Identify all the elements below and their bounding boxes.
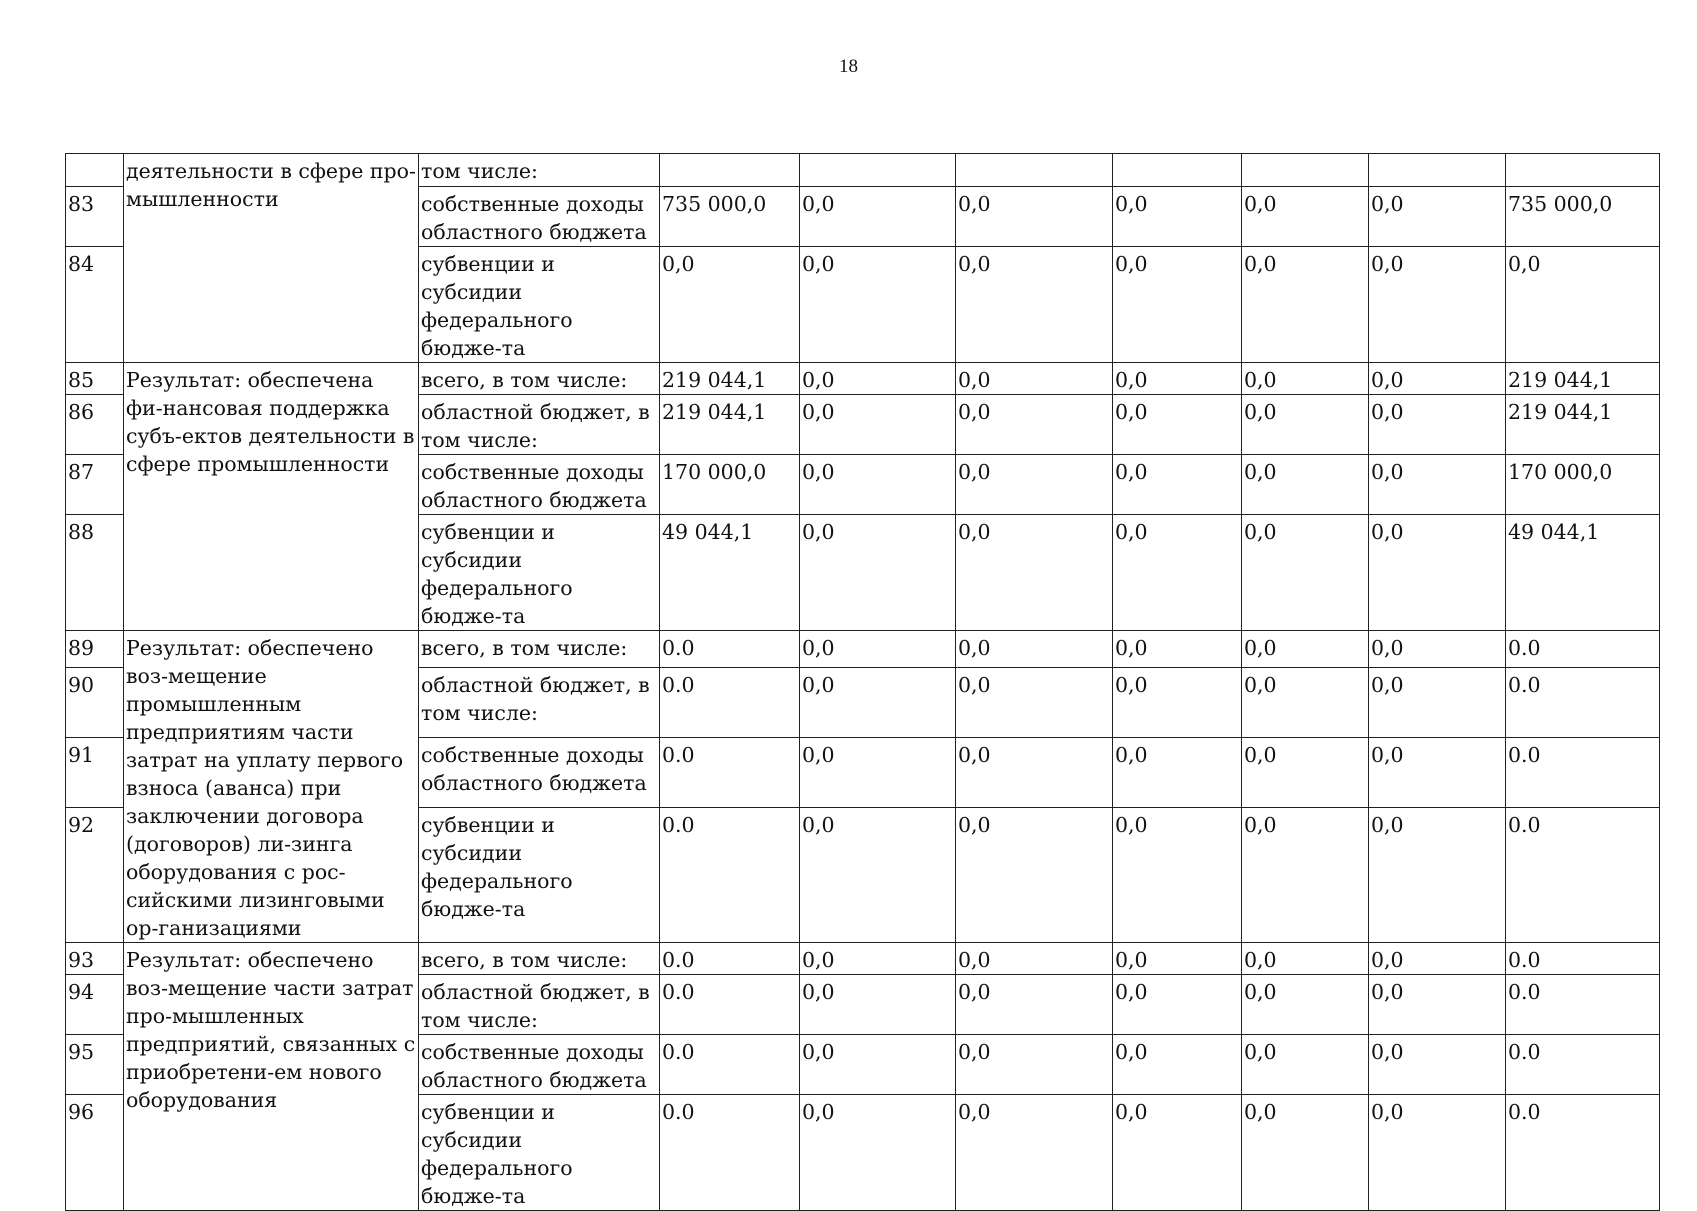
amount-cell: 0,0 [956,943,1113,975]
amount-cell: 0,0 [956,187,1113,247]
amount-cell: 0,0 [956,363,1113,395]
amount-cell: 0,0 [1369,668,1506,738]
amount-cell: 219 044,1 [660,363,800,395]
amount-cell: 0,0 [1113,943,1242,975]
amount-cell: 0,0 [1242,975,1369,1035]
amount-cell: 0.0 [1506,975,1660,1035]
amount-cell: 0,0 [1242,738,1369,808]
result-description: Результат: обеспечена фи-нансовая поддержка субъ-ектов деятельности в сфере промышленности [124,363,419,631]
amount-cell: 0.0 [1506,631,1660,668]
amount-cell: 0,0 [800,395,956,455]
amount-cell: 170 000,0 [1506,455,1660,515]
funding-source: субвенции и субсидии федерального бюдже-та [419,247,660,363]
row-number: 94 [66,975,124,1035]
amount-cell: 0,0 [956,247,1113,363]
amount-cell: 0.0 [660,738,800,808]
amount-cell: 0,0 [1242,515,1369,631]
amount-cell: 0,0 [956,515,1113,631]
funding-source: собственные доходы областного бюджета [419,738,660,808]
amount-cell: 0,0 [1113,668,1242,738]
amount-cell: 0,0 [800,247,956,363]
amount-cell: 0,0 [1113,1095,1242,1211]
amount-cell: 0,0 [1242,1095,1369,1211]
amount-cell: 0,0 [1242,668,1369,738]
amount-cell: 0,0 [1113,247,1242,363]
amount-cell: 0.0 [660,668,800,738]
funding-source: субвенции и субсидии федерального бюдже-та [419,1095,660,1211]
row-number: 88 [66,515,124,631]
amount-cell: 0,0 [1369,455,1506,515]
amount-cell: 0,0 [1369,807,1506,942]
amount-cell: 0,0 [956,455,1113,515]
row-number: 95 [66,1035,124,1095]
amount-cell: 0,0 [1242,631,1369,668]
row-number: 86 [66,395,124,455]
amount-cell: 0,0 [800,515,956,631]
amount-cell [956,154,1113,187]
amount-cell: 0,0 [1242,1035,1369,1095]
amount-cell: 735 000,0 [1506,187,1660,247]
row-number: 89 [66,631,124,668]
funding-source: областной бюджет, в том числе: [419,395,660,455]
funding-source: собственные доходы областного бюджета [419,187,660,247]
page-number: 18 [839,56,858,77]
amount-cell: 0,0 [800,363,956,395]
amount-cell: 0.0 [660,975,800,1035]
amount-cell: 0,0 [1113,455,1242,515]
table-row [66,943,1660,975]
amount-cell: 0,0 [800,738,956,808]
row-number: 83 [66,187,124,247]
amount-cell: 0,0 [1113,807,1242,942]
amount-cell: 0,0 [1242,247,1369,363]
amount-cell: 0,0 [956,668,1113,738]
amount-cell: 0,0 [956,631,1113,668]
amount-cell: 0,0 [1369,1035,1506,1095]
amount-cell: 0,0 [1242,363,1369,395]
amount-cell: 49 044,1 [1506,515,1660,631]
amount-cell: 0,0 [956,975,1113,1035]
amount-cell: 0.0 [660,631,800,668]
amount-cell: 0,0 [1113,395,1242,455]
row-number: 91 [66,738,124,808]
row-number [66,154,124,187]
funding-source: субвенции и субсидии федерального бюдже-та [419,515,660,631]
row-number: 96 [66,1095,124,1211]
amount-cell: 0,0 [1113,1035,1242,1095]
amount-cell: 219 044,1 [1506,363,1660,395]
amount-cell: 0,0 [1369,1095,1506,1211]
funding-source: всего, в том числе: [419,363,660,395]
amount-cell [1369,154,1506,187]
amount-cell: 219 044,1 [660,395,800,455]
amount-cell: 0,0 [956,1095,1113,1211]
funding-source: всего, в том числе: [419,943,660,975]
row-number: 84 [66,247,124,363]
amount-cell: 0,0 [1369,943,1506,975]
funding-source: областной бюджет, в том числе: [419,668,660,738]
amount-cell: 0,0 [1369,363,1506,395]
amount-cell: 0.0 [1506,1095,1660,1211]
amount-cell: 0,0 [800,455,956,515]
amount-cell: 0,0 [800,807,956,942]
amount-cell [800,154,956,187]
table-row [66,154,1660,187]
amount-cell: 49 044,1 [660,515,800,631]
amount-cell: 0.0 [660,943,800,975]
amount-cell: 0.0 [1506,943,1660,975]
amount-cell: 0.0 [660,1035,800,1095]
amount-cell: 0,0 [1369,247,1506,363]
amount-cell: 219 044,1 [1506,395,1660,455]
amount-cell: 0,0 [800,668,956,738]
table-row [66,631,1660,668]
amount-cell: 0,0 [956,807,1113,942]
amount-cell: 0,0 [1369,738,1506,808]
funding-source: собственные доходы областного бюджета [419,455,660,515]
amount-cell: 0,0 [1113,515,1242,631]
amount-cell: 0,0 [1113,631,1242,668]
result-description: Результат: обеспечено воз-мещение части затрат про-мышленных предприятий, связанных с приобретени-ем нового оборудования [124,943,419,1211]
amount-cell: 0,0 [800,943,956,975]
amount-cell [1506,154,1660,187]
amount-cell: 0,0 [1113,738,1242,808]
amount-cell: 0,0 [1242,455,1369,515]
amount-cell: 0,0 [800,187,956,247]
amount-cell: 0.0 [1506,738,1660,808]
funding-source: областной бюджет, в том числе: [419,975,660,1035]
amount-cell [1113,154,1242,187]
amount-cell: 0,0 [956,395,1113,455]
row-number: 92 [66,807,124,942]
amount-cell: 0,0 [1506,247,1660,363]
amount-cell: 0,0 [1369,515,1506,631]
funding-source: том числе: [419,154,660,187]
amount-cell: 0,0 [1113,363,1242,395]
amount-cell: 0.0 [1506,668,1660,738]
amount-cell: 0.0 [660,807,800,942]
funding-source: всего, в том числе: [419,631,660,668]
row-number: 90 [66,668,124,738]
amount-cell: 170 000,0 [660,455,800,515]
amount-cell: 0,0 [1369,631,1506,668]
amount-cell: 0,0 [1369,187,1506,247]
amount-cell: 0,0 [800,975,956,1035]
amount-cell: 0,0 [956,738,1113,808]
amount-cell [1242,154,1369,187]
amount-cell: 0.0 [1506,807,1660,942]
amount-cell: 735 000,0 [660,187,800,247]
amount-cell: 0.0 [660,1095,800,1211]
amount-cell: 0,0 [800,1035,956,1095]
row-number: 93 [66,943,124,975]
amount-cell: 0,0 [1113,975,1242,1035]
row-number: 87 [66,455,124,515]
row-number: 85 [66,363,124,395]
amount-cell: 0,0 [1369,975,1506,1035]
amount-cell: 0,0 [956,1035,1113,1095]
funding-source: собственные доходы областного бюджета [419,1035,660,1095]
budget-table [65,153,1660,1211]
result-description: Результат: обеспечено воз-мещение промышленным предприятиям части затрат на уплату первого взноса (аванса) при заключении договора (договоров) ли-зинга оборудования с рос-сийскими лизинговыми ор-ганизациями [124,631,419,943]
amount-cell: 0,0 [1242,943,1369,975]
amount-cell: 0.0 [1506,1035,1660,1095]
amount-cell: 0,0 [1242,187,1369,247]
result-description: деятельности в сфере про-мышленности [124,154,419,363]
table-row [66,363,1660,395]
amount-cell: 0,0 [1369,395,1506,455]
amount-cell: 0,0 [800,1095,956,1211]
amount-cell: 0,0 [1242,807,1369,942]
amount-cell: 0,0 [660,247,800,363]
amount-cell: 0,0 [1242,395,1369,455]
amount-cell: 0,0 [800,631,956,668]
funding-source: субвенции и субсидии федерального бюдже-та [419,807,660,942]
amount-cell: 0,0 [1113,187,1242,247]
amount-cell [660,154,800,187]
